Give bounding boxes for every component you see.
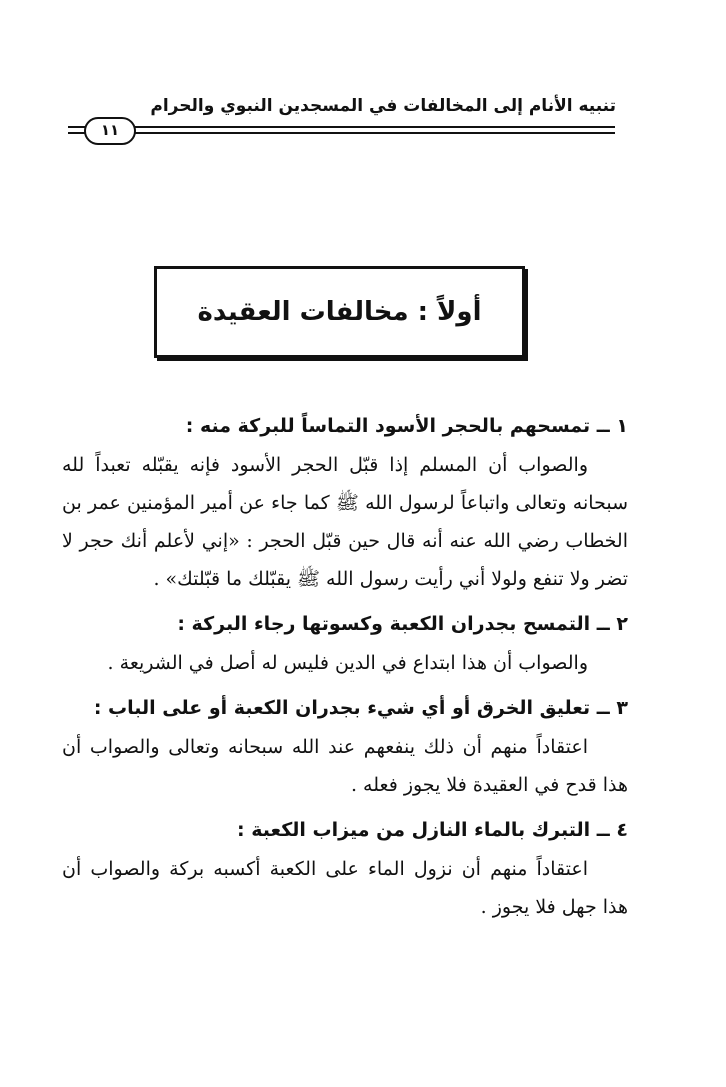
item-body: اعتقاداً منهم أن نزول الماء على الكعبة أكسبه بركة والصواب أن هذا جهل فلا يجوز . <box>62 858 628 918</box>
running-header-title: تنبيه الأنام إلى المخالفات في المسجدين النبوي والحرام <box>150 96 616 116</box>
section-title-box <box>154 266 525 358</box>
list-item <box>62 688 628 804</box>
page-number: ١١ <box>84 117 136 145</box>
item-body: اعتقاداً منهم أن ذلك ينفعهم عند الله سبحانه وتعالى والصواب أن هذا قدح في العقيدة فلا يجوز فعله . <box>62 736 628 796</box>
item-heading: ٢ ــ التمسح بجدران الكعبة وكسوتها رجاء البركة : <box>177 613 628 635</box>
item-heading: ١ ــ تمسحهم بالحجر الأسود التماساً للبركة منه : <box>185 415 628 437</box>
item-body: والصواب أن هذا ابتداع في الدين فليس له أصل في الشريعة . <box>107 652 588 674</box>
section-title: أولاً : مخالفات العقيدة <box>197 297 482 327</box>
list-item <box>62 810 628 926</box>
item-heading: ٣ ــ تعليق الخرق أو أي شيء بجدران الكعبة أو على الباب : <box>93 697 628 719</box>
item-heading: ٤ ــ التبرك بالماء النازل من ميزاب الكعبة : <box>237 819 628 841</box>
list-item <box>62 604 628 682</box>
item-body: والصواب أن المسلم إذا قبّل الحجر الأسود فإنه يقبّله تعبداً لله سبحانه وتعالى واتباعاً لرسول الله ﷺ كما جاء عن أمير المؤمنين عمر بن الخطاب رضي الله عنه أنه قال حين قبّل الحجر : «إني لأعلم أنك حجر لا تضر ولا تنفع ولولا أني رأيت رسول الله ﷺ يقبّلك ما قبّلتك» . <box>62 454 628 590</box>
main-content <box>62 400 628 926</box>
list-item <box>62 406 628 598</box>
header-rule <box>68 126 615 134</box>
